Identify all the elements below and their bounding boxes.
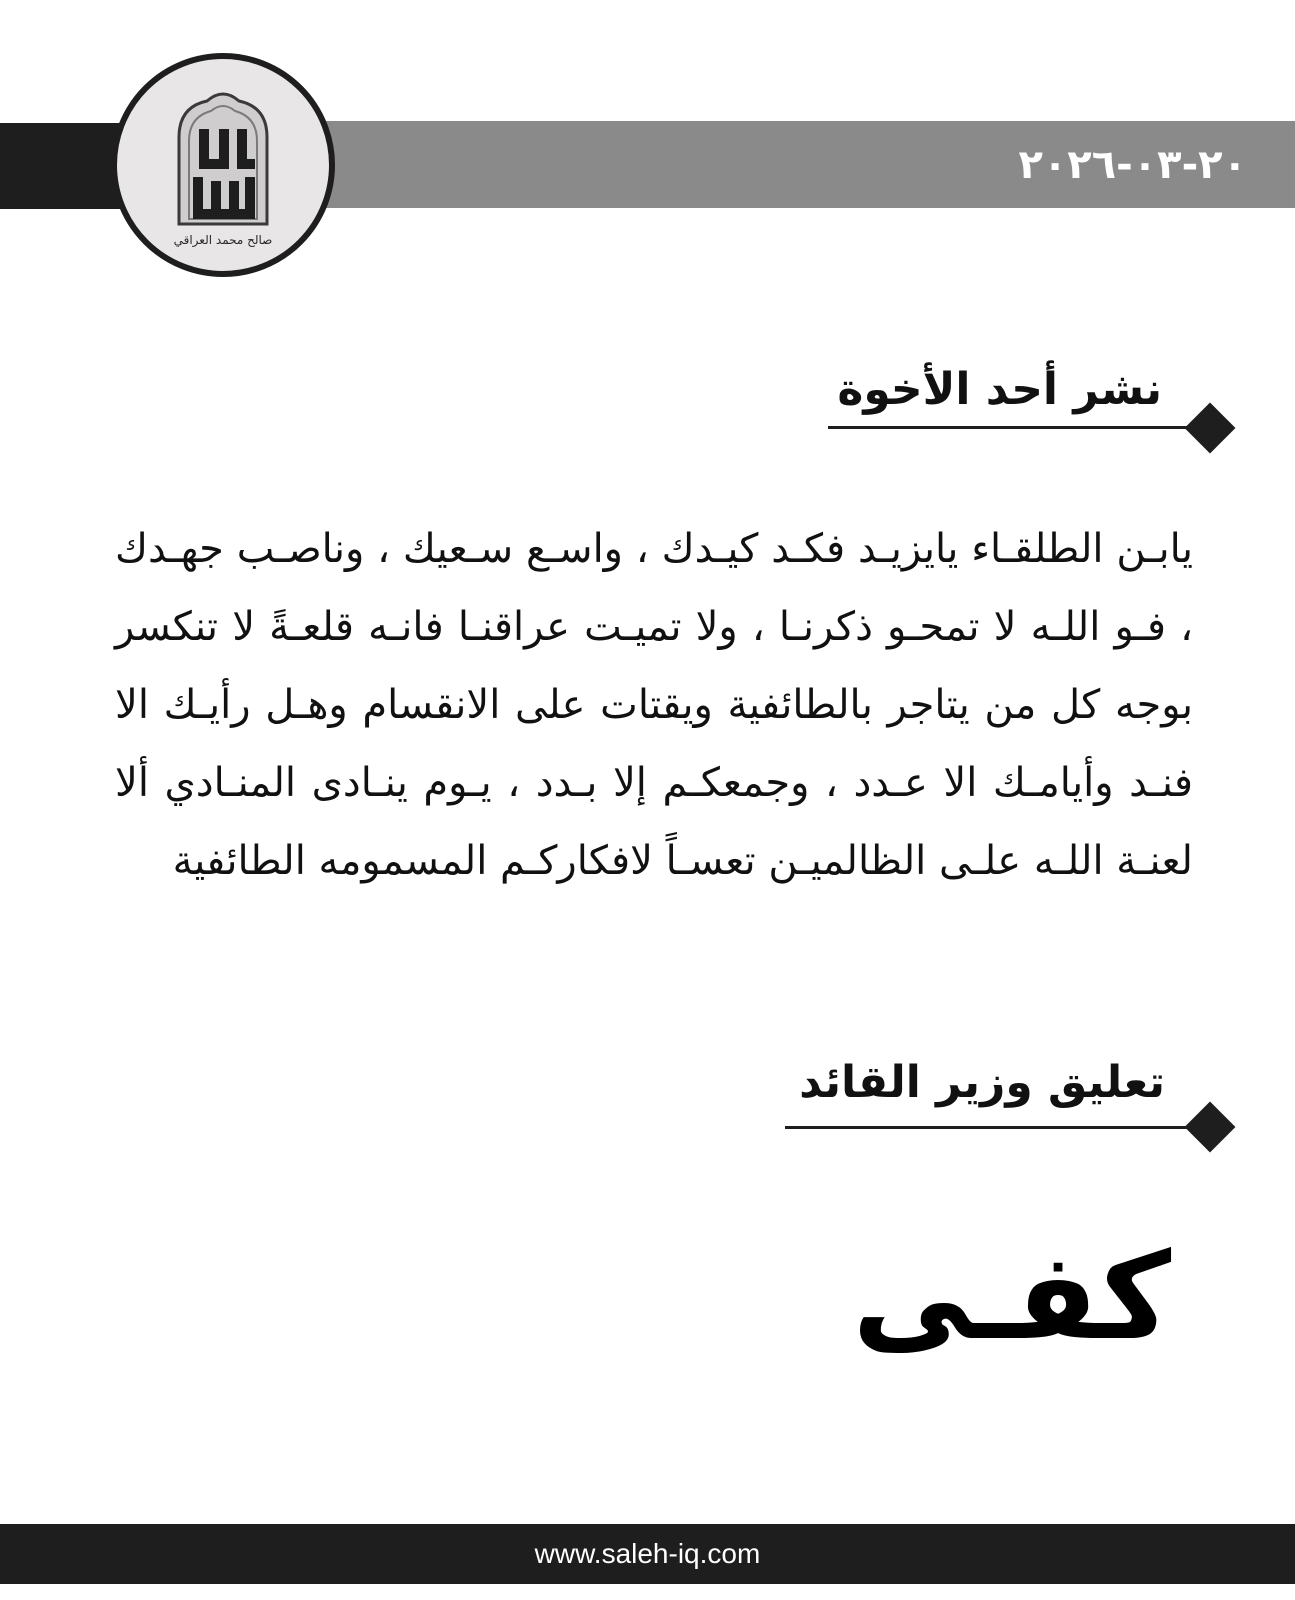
- logo-subtitle: صالح محمد العراقي: [173, 233, 273, 247]
- post-title: نشر أحد الأخوة: [837, 364, 1162, 415]
- website-link[interactable]: www.saleh-iq.com: [534, 1538, 761, 1569]
- comment-text: كفـى: [852, 1228, 1171, 1367]
- post-title-underline: [828, 426, 1210, 429]
- diamond-icon: [1185, 403, 1236, 454]
- post-body: يابـن الطلقـاء يايزيـد فكـد كيـدك ، واسـع سـعيك ، وناصـب جهـدك ، فـو اللـه لا تمحـو ذكرنـا ، ولا تميـت عراقنـا فانـه قلعـةً لا تنكسر بوجه كل من يتاجر بالطائفية ويقتات على الانقسام وهـل رأيـك الا فنـد وأيامـك الا عـدد ، وجمعكـم إلا بـدد ، يـوم ينـادى المنـادي ألا لعنـة اللـه علـى الظالميـن تعسـاً لافكاركـم المسمومه الطائفية: [115, 526, 1193, 884]
- comment-title: تعليق وزير القائد: [799, 1057, 1165, 1108]
- comment-title-underline: [785, 1126, 1210, 1129]
- footer: [0, 1524, 1295, 1584]
- logo: [111, 53, 335, 277]
- diamond-icon: [1185, 1102, 1236, 1153]
- post-date: ٢٠-٠٣-٢٠٢٦: [1018, 142, 1247, 188]
